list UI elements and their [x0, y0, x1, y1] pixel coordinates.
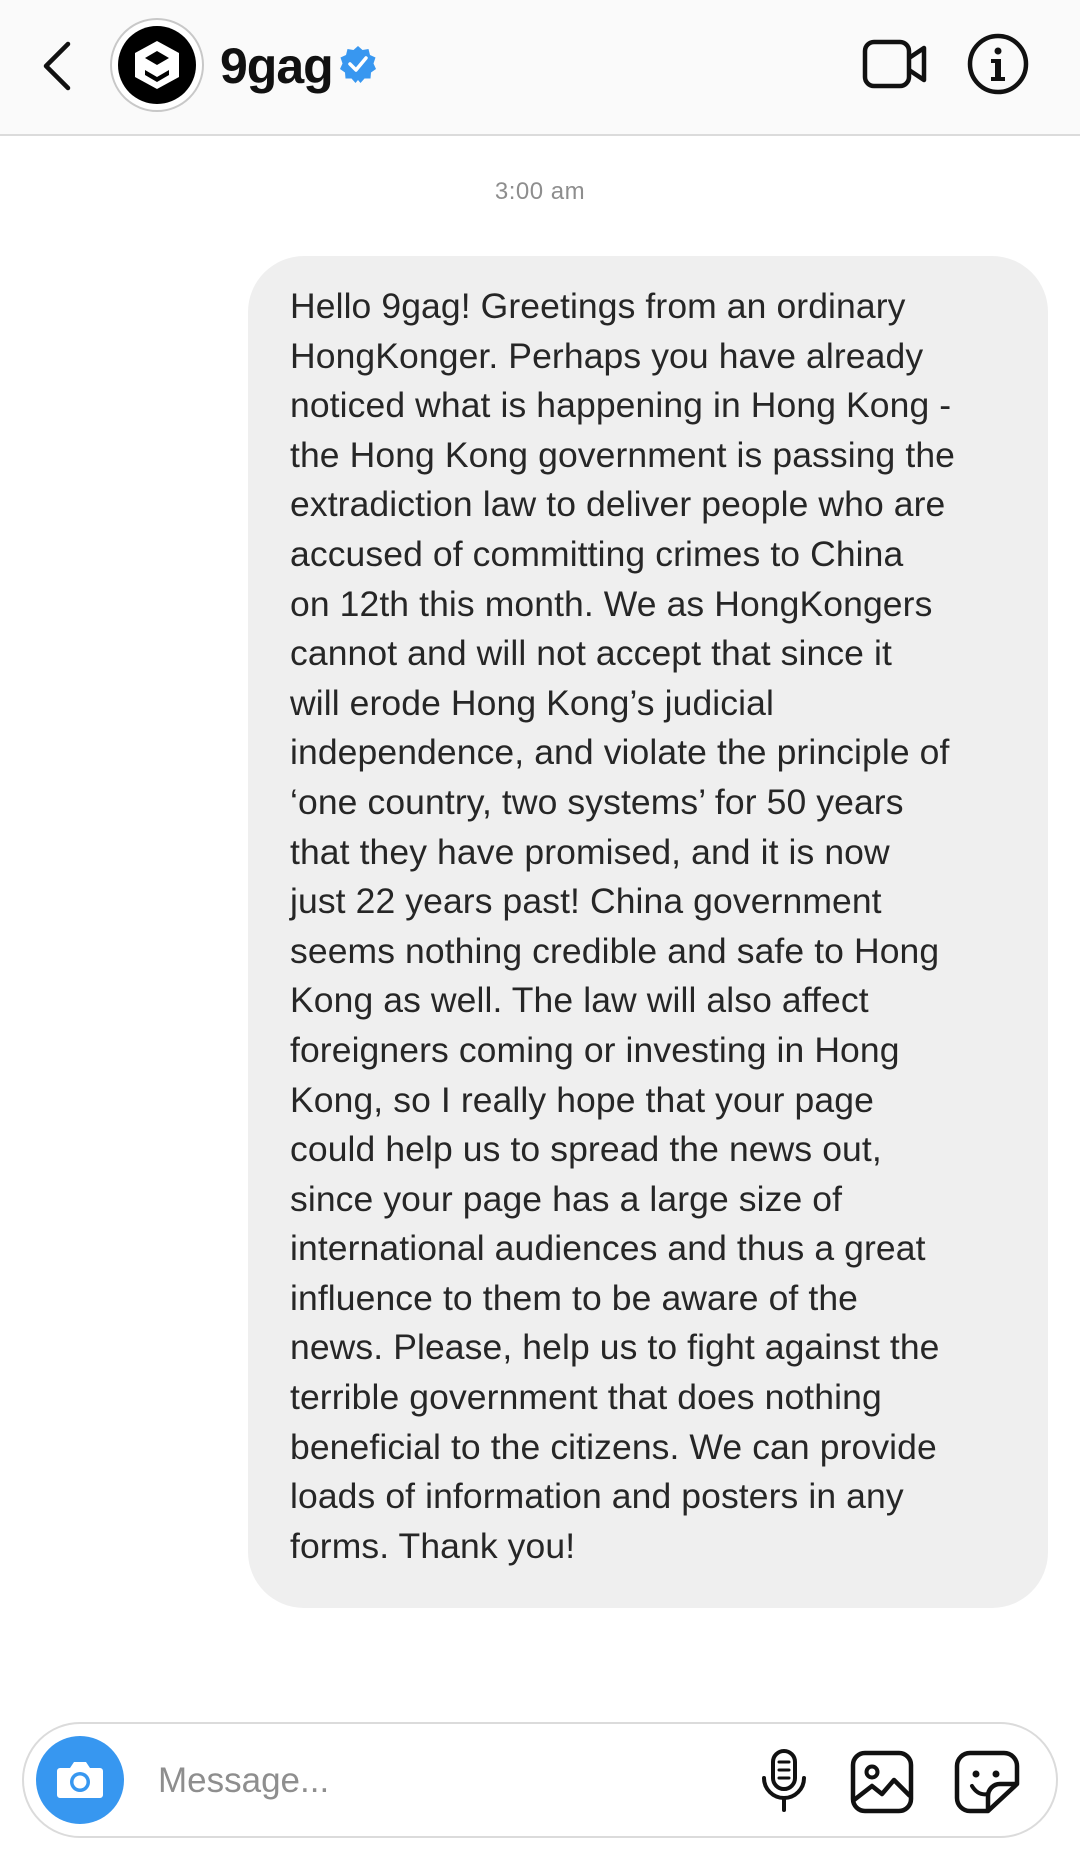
video-camera-icon [862, 38, 928, 92]
sticker-icon [954, 1750, 1020, 1814]
message-timestamp: 3:00 am [494, 178, 586, 205]
chat-header [0, 0, 1080, 136]
camera-button[interactable] [36, 1736, 124, 1824]
camera-icon [54, 1758, 106, 1802]
info-button[interactable] [966, 32, 1030, 96]
outgoing-message-bubble[interactable] [248, 256, 1048, 1608]
message-input[interactable] [156, 1748, 720, 1814]
back-button[interactable] [36, 36, 76, 96]
voice-message-button[interactable] [756, 1748, 812, 1814]
avatar[interactable] [110, 18, 204, 112]
message-text: Hello 9gag! Greetings from an ordinary HongKonger. Perhaps you have already noticed what is happening in Hong Kong - the Hong Kong government is passing the extradiction law to deliver people who are accused of committing crimes to China on 12th this month. We as HongKongers cannot and will not accept that since it will erode Hong Kong’s judicial independence, and violate the principle of ‘one country, two systems’ for 50 years that they have promised, and it is now just 22 years past! China government seems nothing credible and safe to Hong Kong as well. The law will also affect foreigners coming or investing in Hong Kong, so I really hope that your page could help us to spread the news out, since your page has a large size of international audiences and thus a great influence to them to be aware of the news. Please, help us to fight against the terrible government that does nothing beneficial to the citizens. We can provide loads of information and posters in any forms. Thank you! [290, 286, 956, 1566]
sticker-button[interactable] [954, 1750, 1020, 1814]
info-icon [966, 32, 1030, 96]
gallery-button[interactable] [850, 1750, 914, 1814]
chat-username[interactable]: 9gag [220, 38, 333, 94]
image-gallery-icon [850, 1750, 914, 1814]
9gag-logo-icon [118, 26, 196, 104]
message-composer [22, 1722, 1058, 1838]
chevron-left-icon [36, 36, 76, 96]
microphone-icon [756, 1748, 812, 1814]
verified-badge-icon [338, 44, 378, 84]
video-call-button[interactable] [862, 38, 928, 92]
